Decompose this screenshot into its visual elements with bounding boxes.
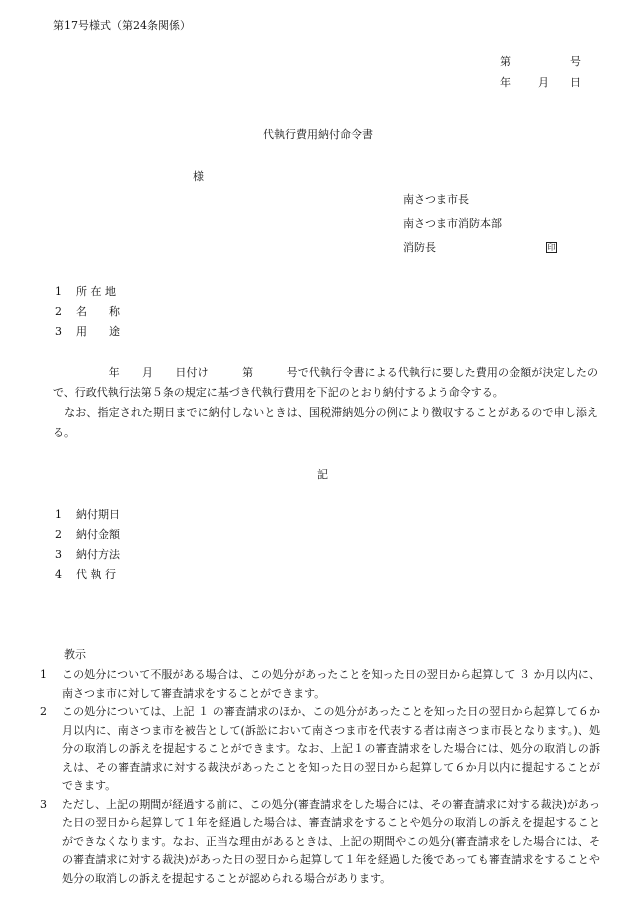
property-item-number: 3	[55, 325, 62, 338]
property-item-location-label: 所 在 地	[76, 285, 116, 298]
notice-item	[40, 666, 600, 703]
notice-item-number: 1	[40, 668, 47, 681]
number-prefix: 第	[500, 55, 511, 68]
payment-amount-label: 納付金額	[76, 528, 120, 541]
payment-item-number: 3	[55, 548, 62, 561]
ki-heading: 記	[317, 468, 328, 481]
payment-item-number: 4	[55, 568, 62, 581]
payment-due-date-label: 納付期日	[76, 508, 120, 521]
document-title: 代執行費用納付命令書	[263, 128, 373, 141]
notice-item	[40, 796, 600, 889]
notice-item-text: この処分については、上記 １ の審査請求のほか、この処分があったことを知った日の翌日から起算して６か月以内に、南さつま市を被告として(訴訟において南さつま市を代表する者は南さつま市長となります。)、処分の取消しの訴えを提起することができます。なお、上記１の審査請求をした場合には、処分の取消しの訴えは、その審査請求に対する裁決があったことを知った日の翌日から起算して６か月以内に提起することができます。	[62, 705, 600, 792]
notice-list	[40, 666, 600, 888]
date-month: 月	[538, 76, 549, 89]
issuer-fire-chief: 消防長	[403, 241, 436, 254]
collection-notice-paragraph: なお、指定された期日までに納付しないときは、国税滞納処分の例により徴収することがあるので申し添える。	[53, 406, 598, 439]
notice-item-text: ただし、上記の期間が経過する前に、この処分(審査請求をした場合には、その審査請求に対する裁決)があった日の翌日から起算して１年を経過した場合は、審査請求をすることや処分の取消しの訴えを提起することができなくなります。なお、正当な理由があるときは、上記の期間やこの処分(審査請求をした場合には、その審査請求に対する裁決)があった日の翌日から起算して１年を経過した後であっても審査請求をすることや処分の取消しの訴えを提起することが認められる場合があります。	[62, 797, 600, 885]
property-item-number: 2	[55, 305, 62, 318]
property-item-use-label: 用 途	[76, 325, 120, 338]
proxy-execution-label: 代 執 行	[76, 568, 116, 581]
notice-heading: 教示	[64, 648, 86, 661]
notice-item-number: 2	[40, 705, 47, 718]
issuer-fire-department: 南さつま市消防本部	[403, 217, 502, 230]
addressee-suffix: 様	[193, 170, 204, 183]
date-year: 年	[500, 76, 511, 89]
order-paragraph: 年 月 日付け 第 号で代執行令書による代執行に要した費用の金額が決定したので、行政代執行法第５条の規定に基づき代執行費用を下記のとおり納付するよう命令する。	[53, 366, 598, 399]
date-day: 日	[570, 76, 581, 89]
order-body	[53, 363, 598, 443]
number-suffix: 号	[570, 55, 581, 68]
form-label: 第17号様式（第24条関係）	[53, 19, 191, 32]
payment-item-number: 2	[55, 528, 62, 541]
issuer-mayor: 南さつま市長	[403, 193, 469, 206]
payment-item-number: 1	[55, 508, 62, 521]
payment-method-label: 納付方法	[76, 548, 120, 561]
notice-item-text: この処分について不服がある場合は、この処分があったことを知った日の翌日から起算して ３ か月以内に、南さつま市に対して審査請求をすることができます。	[62, 668, 600, 700]
property-item-number: 1	[55, 285, 62, 298]
seal-mark: 印	[547, 243, 556, 252]
notice-item-number: 3	[40, 797, 47, 811]
property-item-name-label: 名 称	[76, 305, 120, 318]
notice-item	[40, 703, 600, 796]
